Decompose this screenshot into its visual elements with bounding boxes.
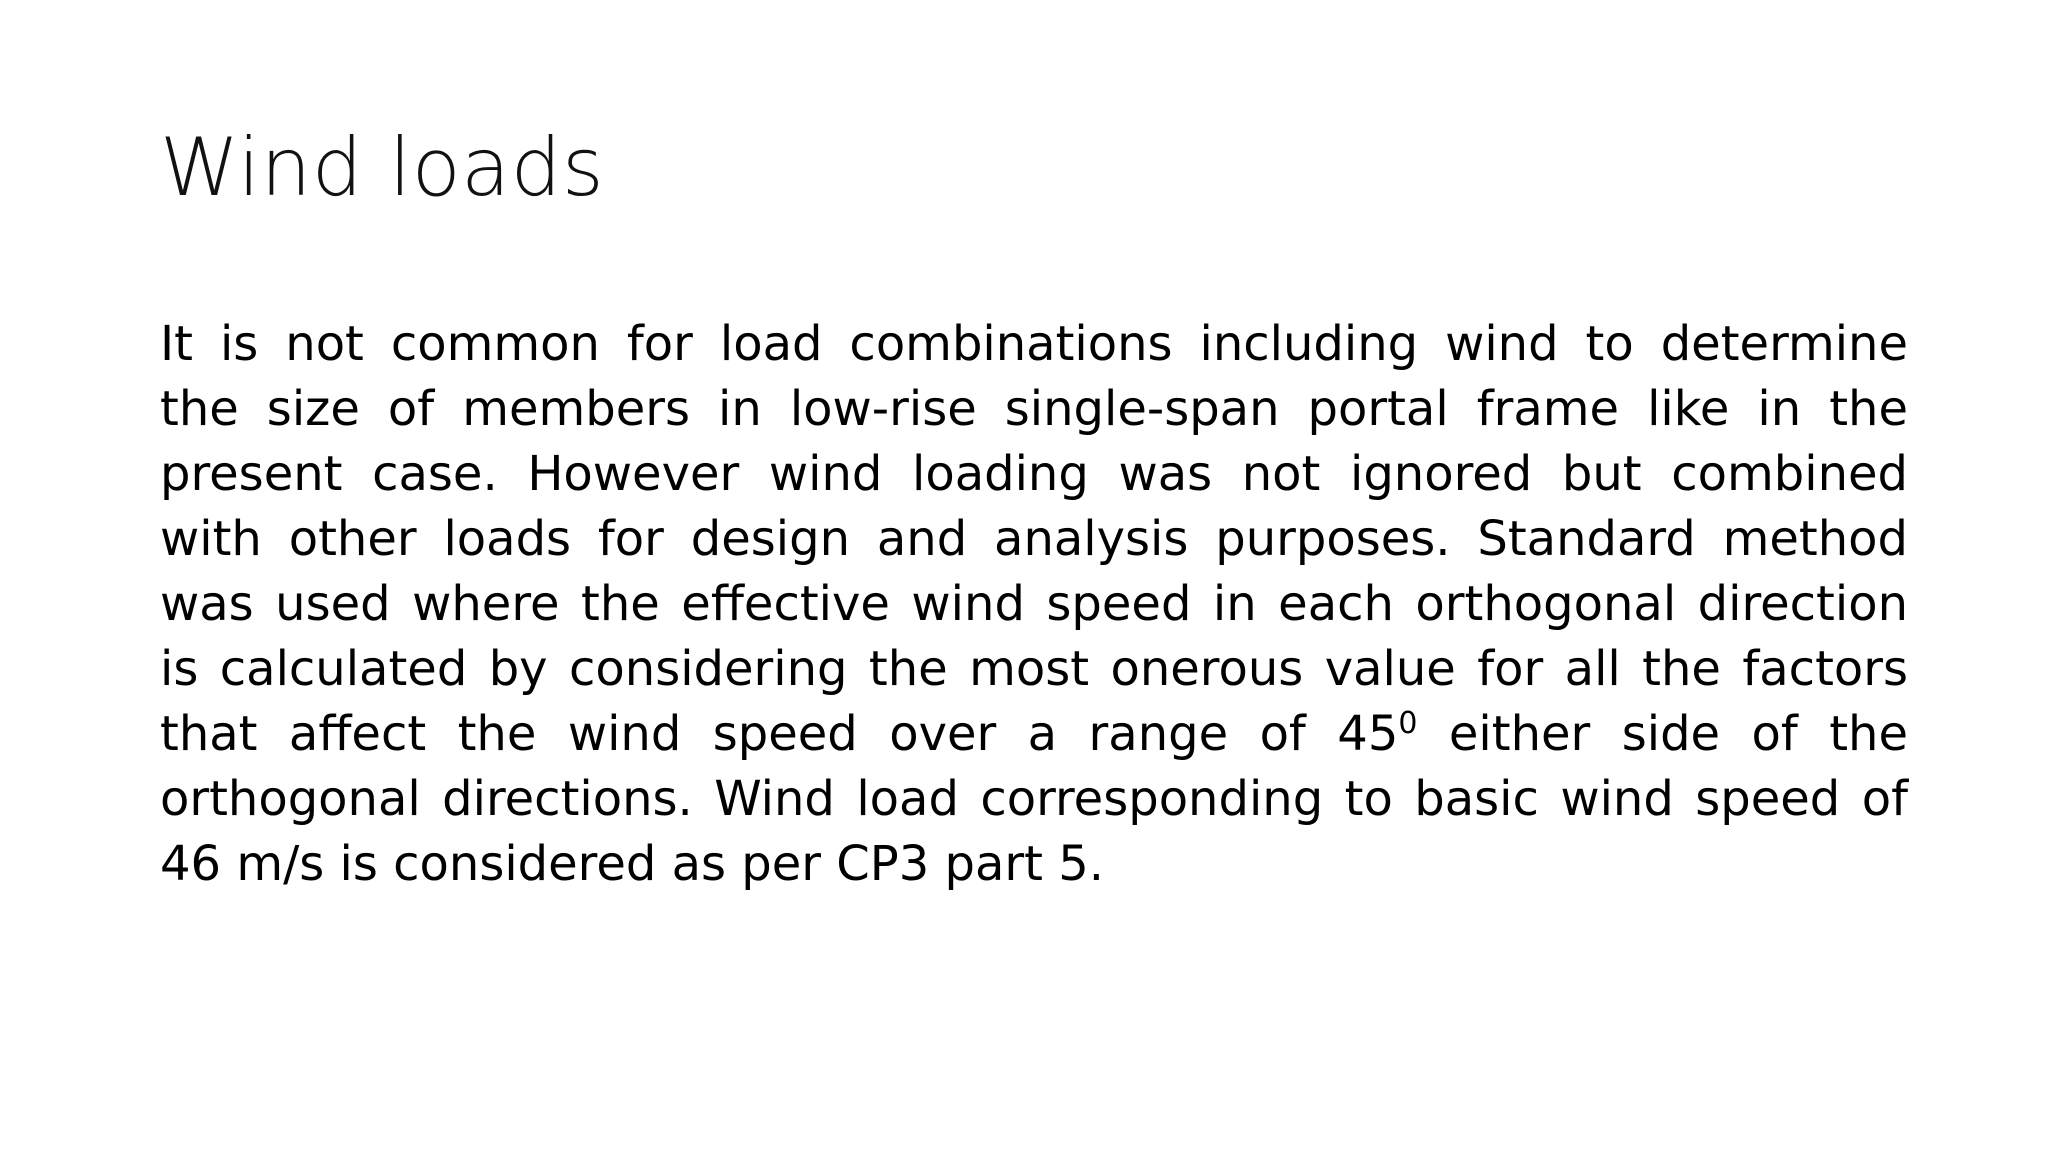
- body-line-segment: that affect the wind speed over a range of 45: [160, 706, 1399, 762]
- body-line: with other loads for design and analysis purposes. Standard method: [160, 511, 1908, 567]
- slide-title: Wind loads: [160, 121, 605, 214]
- degree-superscript: 0: [1398, 706, 1418, 741]
- body-line: present case. However wind loading was not ignored but combined: [160, 446, 1908, 502]
- body-line: is calculated by considering the most onerous value for all the factors: [160, 641, 1908, 697]
- body-line: the size of members in low-rise single-span portal frame like in the: [160, 381, 1908, 437]
- body-line: orthogonal directions. Wind load corresponding to basic wind speed of: [160, 771, 1908, 827]
- body-line: It is not common for load combinations including wind to determine: [160, 316, 1908, 372]
- body-line: was used where the effective wind speed in each orthogonal direction: [160, 576, 1908, 632]
- body-line-segment: either side of the: [1417, 706, 1908, 762]
- body-line-with-superscript: [160, 702, 1908, 767]
- slide-body-text: [160, 312, 1908, 897]
- body-line: 46 m/s is considered as per CP3 part 5.: [160, 836, 1105, 892]
